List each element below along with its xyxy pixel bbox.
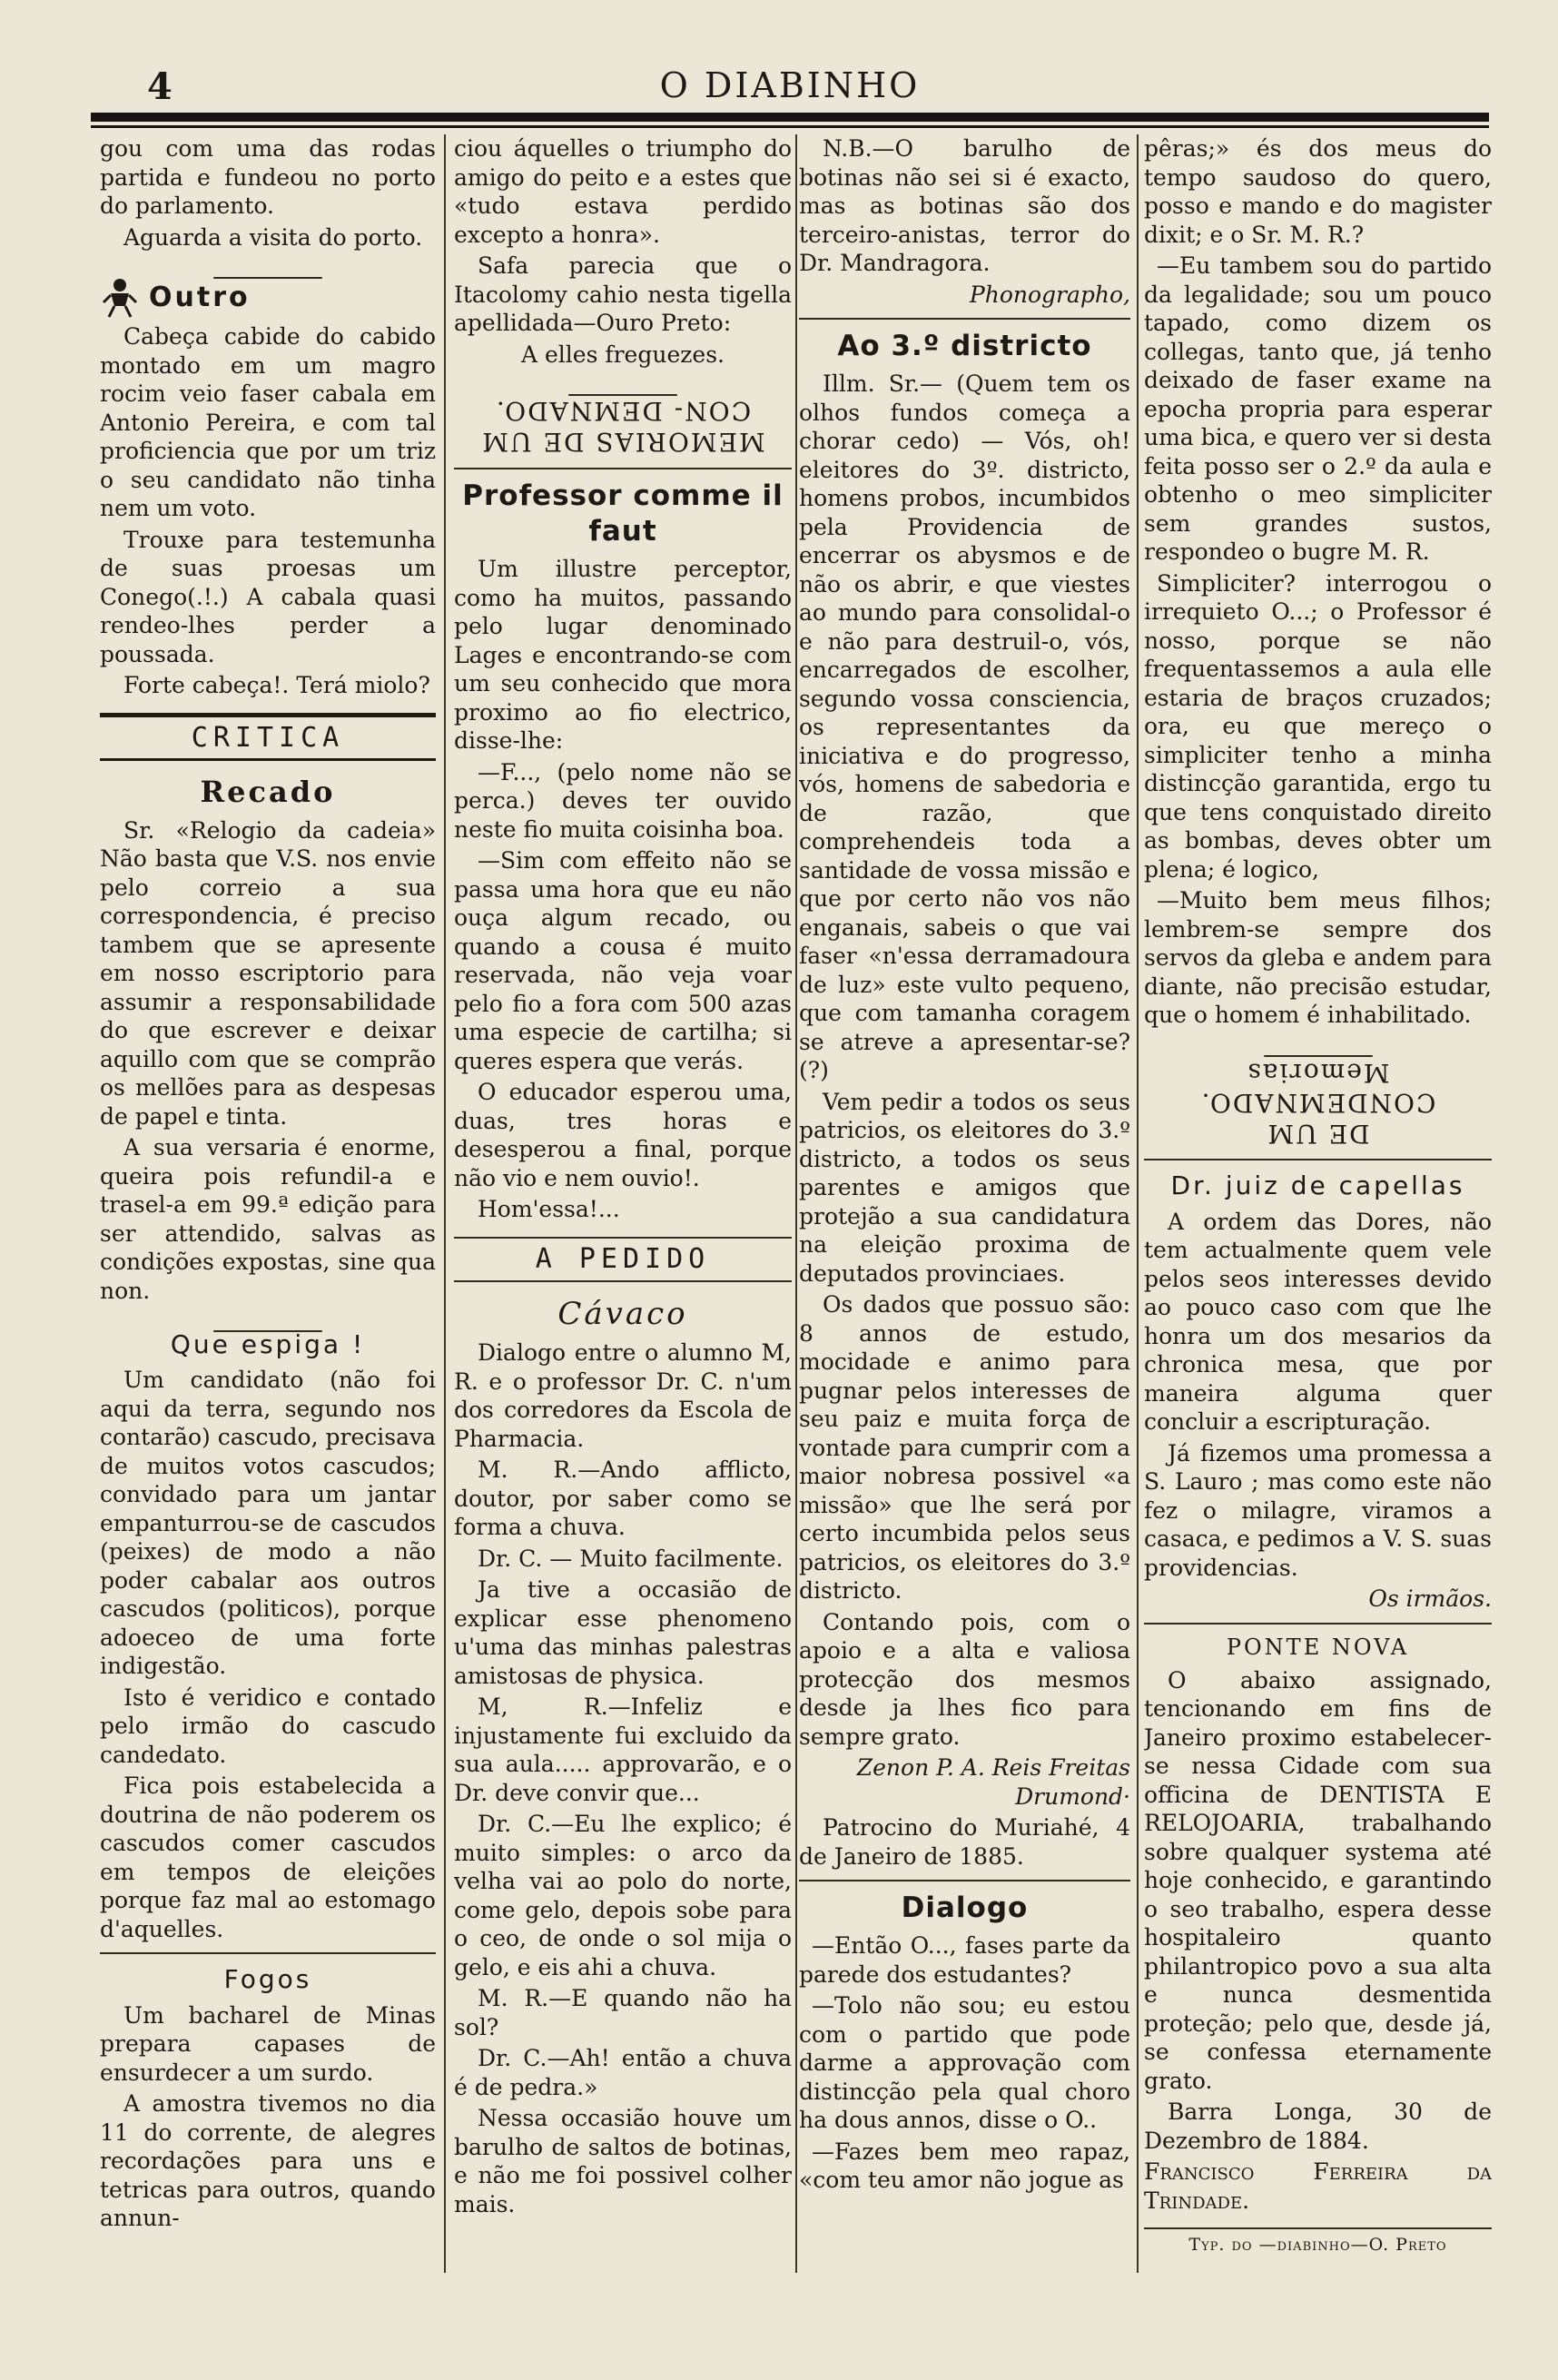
paragraph: Trouxe para testemunha de suas proesas um Conego(.!.) A cabala quasi rendeo-lhes perder a poussada.: [100, 526, 436, 667]
paragraph: —Sim com effeito não se passa uma hora que eu não ouça algum recado, ou quando a cousa é muito reservada, não veja voar pelo fio a fora com 500 azas uma especie de cartilha; si queres espera que verás.: [454, 847, 792, 1074]
section-title: Recado: [200, 775, 336, 810]
ornament-divider: [454, 374, 792, 385]
paragraph: Safa parecia que o Itacolomy cahio nesta tigella apellidada—Ouro Preto:: [454, 252, 792, 336]
section-banner-apedido: A PEDIDO: [454, 1237, 792, 1282]
section-banner-critica: CRITICA: [100, 713, 436, 762]
paragraph: O abaixo assignado, tencionando em fins de Janeiro proximo estabelecer-se nessa Cidade com sua officina de DENTISTA E RELOJOARIA, trabalhando sobre qualquer systema até hoje conhecido, e garantindo o seo trabalho, espera desse hospitaleiro quanto philantropico povo a sua alta e nunca desmentida proteção; pelo que, desde já, se confessa eternamente grato.: [1144, 1666, 1492, 2094]
outro-heading: [100, 277, 436, 319]
column-separator: [1137, 134, 1139, 2273]
header-rule-thick: [91, 113, 1489, 122]
paragraph: pêras;» és dos meus do tempo saudoso do quero, posso e mando e do magister dixit; e o Sr. M. R.?: [1144, 135, 1492, 248]
paragraph: Um candidato (não foi aqui da terra, segundo nos contarão) cascudo, precisava de muitos votos cascudos; convidado para um jantar empanturrou-se de cascudos (peixes) de modo a não poder cabalar aos outros cascudos (politicos), porque adoeceo de uma forte indigestão.: [100, 1367, 436, 1680]
divider: [799, 318, 1130, 320]
ornament-divider: [100, 257, 436, 268]
paragraph: Um bacharel de Minas prepara capases de ensurdecer a um surdo.: [100, 2001, 436, 2086]
inverted-heading-memorias: DE UM CONDEMNADO. Memorias: [1199, 1057, 1436, 1149]
paragraph: Nessa occasião houve um barulho de saltos de botinas, e não me foi possivel colher mais.: [454, 2105, 792, 2217]
header-rule-thin: [91, 125, 1489, 128]
column-4: [1144, 134, 1492, 2314]
masthead-title: O DIABINHO: [659, 65, 921, 105]
paragraph: Sr. «Relogio da cadeia» Não basta que V.S. nos envie pelo correio a sua correspondencia, é preciso tambem que se apresente em nosso escriptorio para assumir a responsabilidade do que escrever e deixar aquillo com que se comprão os mellões para as despesas de papel e tinta.: [100, 816, 436, 1130]
paragraph: Illm. Sr.— (Quem tem os olhos fundos começa a chorar cedo) — Vós, oh! eleitores do 3º. districto, homens probos, incumbidos pela Providencia de encerrar os abysmos e de não os abrir, e que viestes ao mundo para consolidal-o e não para destruil-o, vós, encarregados de escolher, segundo vossa consciencia, os representantes da iniciativa e do progresso, vós, homens de sabedoria e de razão, que comprehendeis toda a santidade de vossa missão e que por certo não vos não enganais, sabeis o que vai faser «n'essa derramadoura de luz» este vulto pequeno, que com tamanha coragem se atreve a apresentar-se?(?): [799, 370, 1130, 1084]
paragraph: A ordem das Dores, não tem actualmente quem vele pelos seos interesses devido ao pouco caso com que lhe honra um dos mesarios da chronica mesa, que por maneira alguma quer concluir a escripturação.: [1144, 1208, 1492, 1436]
paragraph: Dr. C.—Ah! então a chuva é de pedra.»: [454, 2045, 792, 2100]
paragraph: Um illustre perceptor, como ha muitos, passando pelo lugar denominado Lages e encontrando-se com um seu conhecido que mora proximo ao fio electrico, disse-lhe:: [454, 556, 792, 755]
paragraph: O educador esperou uma, duas, tres horas e desesperou a final, porque não vio e nem ouvio!.: [454, 1079, 792, 1191]
divider: [100, 1952, 436, 1954]
signature: Zenon P. A. Reis Freitas Drumond·: [856, 1754, 1130, 1810]
column-separator: [795, 134, 797, 2273]
section-title: Dialogo: [901, 1891, 1029, 1925]
inverted-heading-memorias: MEMORIAS DE UM CON- DEMNADO.: [480, 396, 765, 458]
signature: Francisco Ferreira da Trindade.: [1144, 2158, 1492, 2214]
paragraph: Simpliciter? interrogou o irrequieto O...; o Professor é nosso, porque se não frequentassemos a aula elle estaria de braços cruzados; ora, eu que mereço o simpliciter tenho a minha distincção garantida, ergo tu que tens conquistado direito as bombas, deves obter um plena; é logico,: [1144, 569, 1492, 883]
paragraph: Vem pedir a todos os seus patricios, os eleitores do 3.º districto, a todos os seus parentes e amigos que protejão a sua candidatura na eleição proxima de deputados provinciaes.: [799, 1088, 1130, 1287]
paragraph: —Tolo não sou; eu estou com o partido que pode darme a approvação com distincção pela qual choro ha dous annos, disse o O..: [799, 1992, 1130, 2134]
column-separator: [444, 134, 446, 2273]
paragraph: —Muito bem meus filhos; lembrem-se sempre dos servos da gleba e andem para diante, não precisão estudar, que o homem é inhabilitado.: [1144, 887, 1492, 1028]
paragraph: Isto é veridico e contado pelo irmão do cascudo candedato.: [100, 1684, 436, 1768]
devil-figure-icon: [100, 277, 140, 319]
column-1: [100, 134, 436, 2314]
section-title: Dr. juiz de capellas: [1170, 1170, 1465, 1201]
paragraph: —Então O..., fases parte da parede dos estudantes?: [799, 1932, 1130, 1988]
paragraph: Aguarda a visita do porto.: [123, 223, 423, 251]
paragraph: M, R.—Infeliz e injustamente fui excluido da sua aula..... approvarão, e o Dr. deve convir que...: [454, 1694, 792, 1806]
paragraph: A elles freguezes.: [521, 341, 725, 368]
paragraph: gou com uma das rodas partida e fundeou no porto do parlamento.: [100, 135, 436, 219]
page-number: 4: [147, 65, 173, 108]
imprint: Typ. do —diabinho—O. Preto: [1144, 2227, 1492, 2257]
divider: [454, 468, 792, 469]
signature: Os irmãos.: [1368, 1585, 1492, 1613]
section-title: PONTE NOVA: [1226, 1634, 1410, 1660]
paragraph: —Eu tambem sou do partido da legalidade; sou um pouco tapado, como dizem os collegas, tanto que, já tenho deixado de faser exame na epocha propria para esperar uma bica, e quero ver si desta feita posso ser o 2.º da aula e obtenho o meo simpliciter sem grandes sustos, respondeo o bugre M. R.: [1144, 252, 1492, 565]
column-2: [454, 134, 792, 2314]
signature: Phonographo,: [969, 281, 1130, 308]
divider: [799, 1880, 1130, 1881]
paragraph: Forte cabeça!. Terá miolo?: [123, 672, 430, 698]
paragraph: Contando pois, com o apoio e a alta e valiosa protecção dos mesmos desde ja lhes fico para sempre grato.: [799, 1608, 1130, 1750]
paragraph: Os dados que possuo são: 8 annos de estudo, mocidade e animo para pugnar pelos interesses de seu paiz e muita força de vontade para cumprir com a maior nobresa possivel «a missão» que lhe será por certo incumbida pelos seus patricios, os eleitores do 3.º districto.: [799, 1291, 1130, 1605]
section-title: Professor comme il faut: [462, 479, 784, 548]
divider: [1144, 1159, 1492, 1160]
paragraph: —F..., (pelo nome não se perca.) deves ter ouvido neste fio muita coisinha boa.: [454, 758, 792, 843]
paragraph: A amostra tivemos no dia 11 do corrente, de alegres recordações para uns e tetricas para outros, quando annun-: [100, 2090, 436, 2232]
page-header: [91, 65, 1489, 111]
paragraph: N.B.—O barulho de botinas não sei si é exacto, mas as botinas são dos terceiro-anistas, terror do Dr. Mandragora.: [799, 135, 1130, 276]
paragraph: Hom'essa!...: [478, 1196, 620, 1223]
paragraph: Cabeça cabide do cabido montado em um magro rocim veio faser cabala em Antonio Pereira, e com tal proficiencia que por um triz o seu candidato não tinha nem um voto.: [100, 323, 436, 521]
place-date: Patrocino do Muriahé, 4 de Janeiro de 1885.: [799, 1814, 1130, 1870]
paragraph: Dr. C. — Muito facilmente.: [478, 1545, 784, 1572]
section-title: Que espiga !: [170, 1329, 366, 1360]
divider: [1144, 1623, 1492, 1625]
paragraph: Barra Longa, 30 de Dezembro de 1884.: [1144, 2099, 1492, 2154]
paragraph: M. R.—E quando não ha sol?: [454, 1985, 792, 2040]
paragraph: Dialogo entre o alumno M, R. e o professor Dr. C. n'um dos corredores da Escola de Pharmacia.: [454, 1339, 792, 1452]
paragraph: Ja tive a occasião de explicar esse phenomeno u'uma das minhas palestras amistosas de physica.: [454, 1576, 792, 1689]
column-3: [799, 134, 1130, 2314]
paragraph: Já fizemos uma promessa a S. Lauro ; mas como este não fez o milagre, viramos a casaca, e pedimos a V. S. suas providencias.: [1144, 1439, 1492, 1581]
ornament-divider: [100, 1310, 436, 1321]
ornament-divider: [1144, 1035, 1492, 1046]
section-title: Outro: [149, 281, 251, 314]
section-title: Fogos: [223, 1964, 312, 1995]
paragraph: —Fazes bem meo rapaz, «com teu amor não jogue as: [799, 2138, 1130, 2194]
paragraph: A sua versaria é enorme, queira pois refundil-a e trasel-a em 99.ª edição para ser attendido, salvas as condições expostas, sine qua non.: [100, 1134, 436, 1304]
section-title: Cávaco: [557, 1295, 688, 1332]
paragraph: ciou áquelles o triumpho do amigo do peito e a estes que «tudo estava perdido excepto a honra».: [454, 135, 792, 248]
section-title: Ao 3.º districto: [837, 330, 1092, 362]
paragraph: Dr. C.—Eu lhe explico; é muito simples: o arco da velha vai ao polo do norte, come gelo, depois sobe para o ceo, de onde o sol mija o gelo, e eis ahi a chuva.: [454, 1811, 792, 1980]
paragraph: M. R.—Ando afflicto, doutor, por saber como se forma a chuva.: [454, 1457, 792, 1541]
paragraph: Fica pois estabelecida a doutrina de não poderem os cascudos comer cascudos em tempos de eleições porque faz mal ao estomago d'aquelles.: [100, 1773, 436, 1942]
